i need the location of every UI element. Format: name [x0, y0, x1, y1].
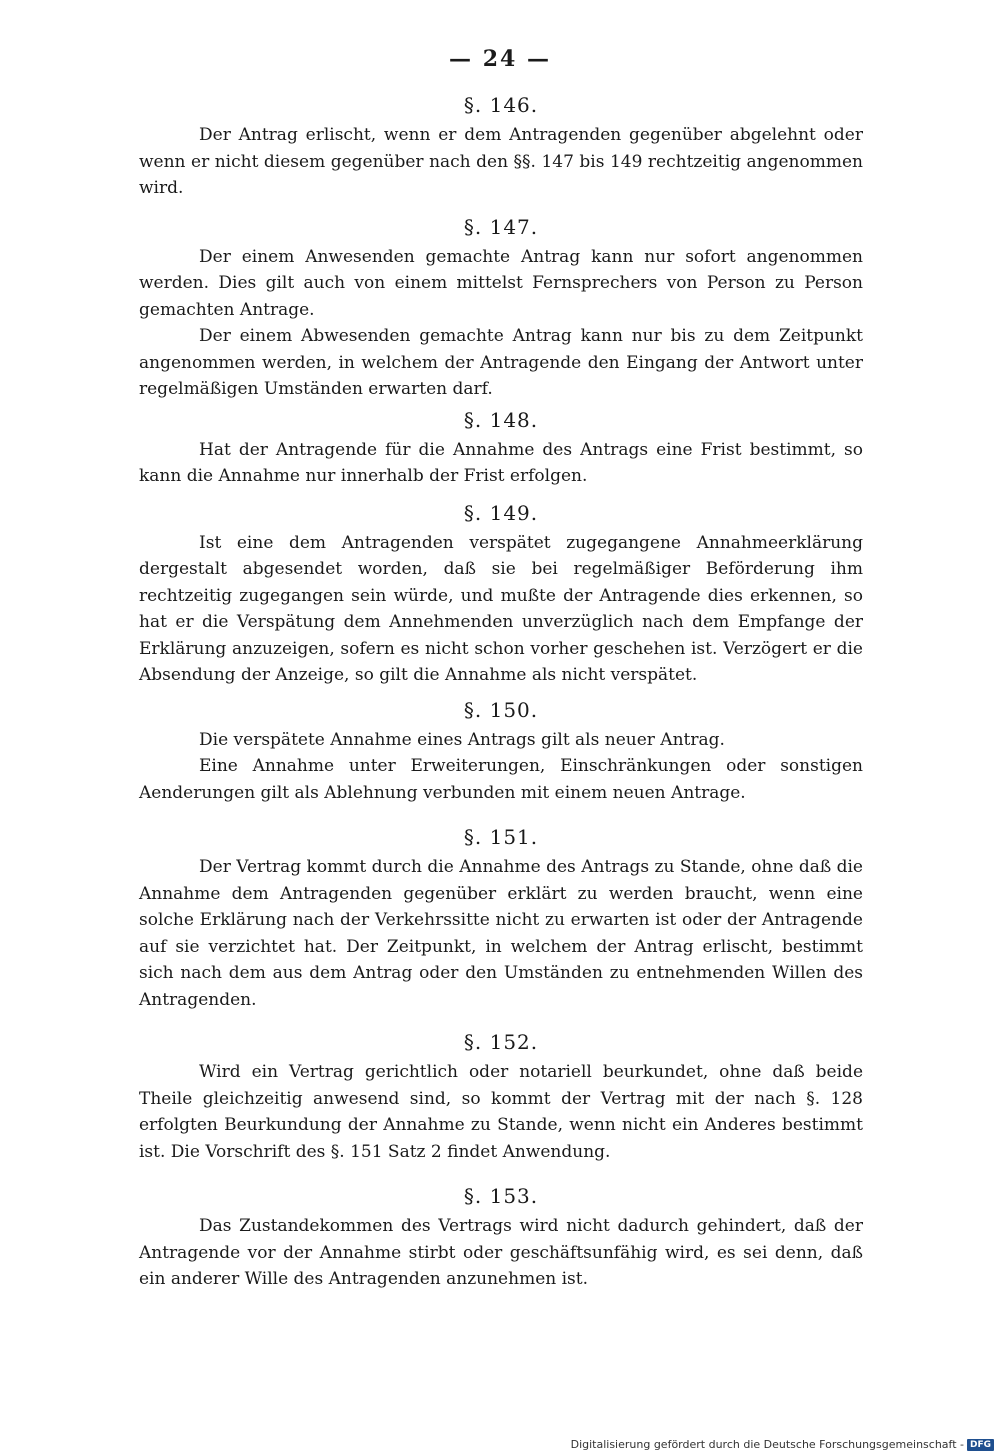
paragraph: Der Antrag erlischt, wenn er dem Antragenden gegenüber abgelehnt oder wenn er nicht diesem gegenüber nach den §§. 147 bis 149 rechtzeitig angenommen wird. — [139, 125, 863, 198]
section-149 — [139, 500, 863, 689]
section-title: §. 146. — [463, 93, 539, 117]
section-title: §. 151. — [463, 825, 539, 849]
section-151 — [139, 824, 863, 1013]
section-title: §. 152. — [463, 1030, 539, 1054]
section-147 — [139, 214, 863, 403]
section-150 — [139, 697, 863, 807]
paragraph: Der Vertrag kommt durch die Annahme des Antrags zu Stande, ohne daß die Annahme dem Antragenden gegenüber erklärt zu werden braucht, wenn eine solche Erklärung nach der Verkehrssitte nicht zu erwarten ist oder der Antragende auf sie verzichtet hat. Der Zeitpunkt, in welchem der Antrag erlischt, bestimmt sich nach dem aus dem Antrag oder den Umständen zu entnehmenden Willen des Antragenden. — [139, 857, 863, 1010]
section-152 — [139, 1029, 863, 1165]
paragraph: Hat der Antragende für die Annahme des Antrags eine Frist bestimmt, so kann die Annahme nur innerhalb der Frist erfolgen. — [139, 439, 863, 486]
paragraph: Das Zustandekommen des Vertrags wird nicht dadurch gehindert, daß der Antragende vor der Annahme stirbt oder geschäftsunfähig wird, es sei denn, daß ein anderer Wille des Antragenden anzunehmen ist. — [139, 1216, 863, 1289]
paragraph: Der einem Anwesenden gemachte Antrag kann nur sofort angenommen werden. Dies gilt auch von einem mittelst Fernsprechers von Person zu Person gemachten Antrage. — [139, 246, 863, 320]
dfg-logo-icon: DFG — [967, 1439, 994, 1451]
page-number: — 24 — — [449, 46, 551, 72]
footer-text: Digitalisierung gefördert durch die Deutsche Forschungsgemeinschaft - — [570, 1438, 964, 1451]
section-146 — [139, 92, 863, 202]
paragraph: Wird ein Vertrag gerichtlich oder notariell beurkundet, ohne daß beide Theile gleichzeitig anwesend sind, so kommt der Vertrag mit der nach §. 128 erfolgten Beurkundung der Annahme zu Stande, wenn nicht ein Anderes bestimmt ist. Die Vorschrift des §. 151 Satz 2 findet Anwendung. — [139, 1062, 863, 1162]
paragraph: Der einem Abwesenden gemachte Antrag kann nur bis zu dem Zeitpunkt angenommen werden, in welchem der Antragende den Eingang der Antwort unter regelmäßigen Umständen erwarten darf. — [139, 326, 863, 399]
section-148 — [139, 407, 863, 490]
digitization-footer — [571, 1438, 994, 1451]
section-title: §. 150. — [463, 697, 539, 722]
page-content — [139, 92, 863, 1293]
section-title: §. 149. — [463, 500, 539, 525]
section-153 — [139, 1183, 863, 1293]
section-title: §. 153. — [463, 1184, 539, 1208]
paragraph: Eine Annahme unter Erweiterungen, Einschränkungen oder sonstigen Aenderungen gilt als Ablehnung verbunden mit einem neuen Antrage. — [139, 756, 863, 803]
section-title: §. 148. — [463, 407, 539, 432]
paragraph: Ist eine dem Antragenden verspätet zugegangene Annahmeerklärung dergestalt abgesendet worden, daß sie bei regelmäßiger Beförderung ihm rechtzeitig zugegangen sein würde, und mußte der Antragende dies erkennen, so hat er die Verspätung dem Annehmenden unverzüglich nach dem Empfange der Erklärung anzuzeigen, sofern es nicht schon vorher geschehen ist. Verzögert er die Absendung der Anzeige, so gilt die Annahme als nicht verspätet. — [139, 532, 863, 685]
paragraph: Die verspätete Annahme eines Antrags gilt als neuer Antrag. — [199, 729, 725, 750]
section-title: §. 147. — [463, 214, 539, 239]
